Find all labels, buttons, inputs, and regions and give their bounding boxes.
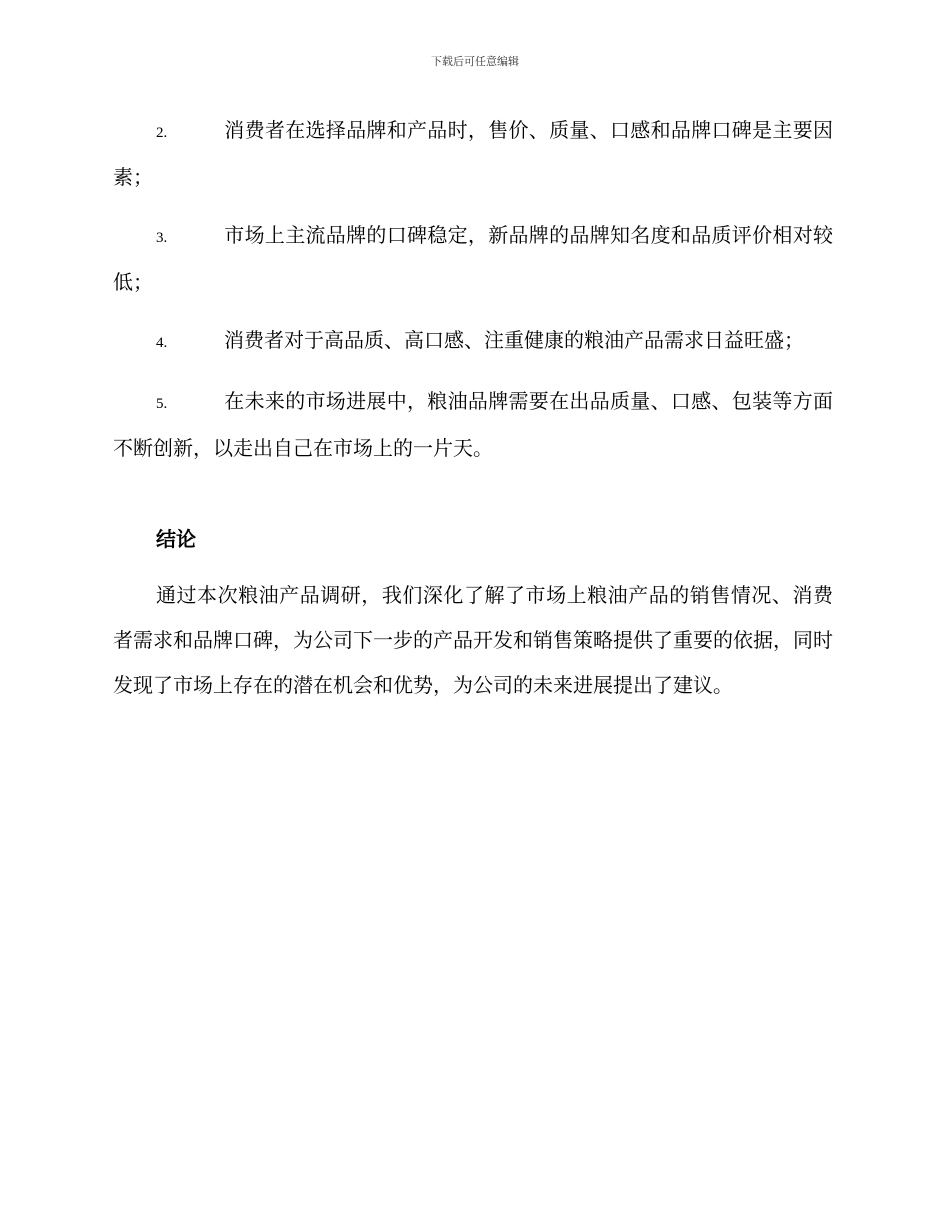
list-item <box>113 108 833 199</box>
list-item <box>113 379 833 470</box>
list-item-text: 在未来的市场进展中，粮油品牌需要在出品质量、口感、包装等方面不断创新，以走出自己在市场上的一片天。 <box>113 389 833 460</box>
section-heading-conclusion: 结论 <box>156 527 196 551</box>
list-item-text: 市场上主流品牌的口碑稳定，新品牌的品牌知名度和品质评价相对较低； <box>113 223 833 294</box>
list-item <box>113 213 833 304</box>
list-item-text: 消费者对于高品质、高口感、注重健康的粮油产品需求日益旺盛； <box>224 328 804 352</box>
list-item <box>113 318 833 365</box>
list-item-number: 2. <box>156 125 168 141</box>
list-item-number: 4. <box>156 335 168 351</box>
list-item-text: 消费者在选择品牌和产品时，售价、质量、口感和品牌口碑是主要因素； <box>113 118 833 189</box>
list-item-number: 3. <box>156 230 168 246</box>
page-header: 下载后可任意编辑 <box>431 55 519 68</box>
conclusion-paragraph: 通过本次粮油产品调研，我们深化了解了市场上粮油产品的销售情况、消费者需求和品牌口碑，为公司下一步的产品开发和销售策略提供了重要的依据，同时发现了市场上存在的潜在机会和优势，为公司的未来进展提出了建议。 <box>113 583 833 697</box>
findings-list <box>113 108 833 484</box>
list-item-number: 5. <box>156 396 168 412</box>
